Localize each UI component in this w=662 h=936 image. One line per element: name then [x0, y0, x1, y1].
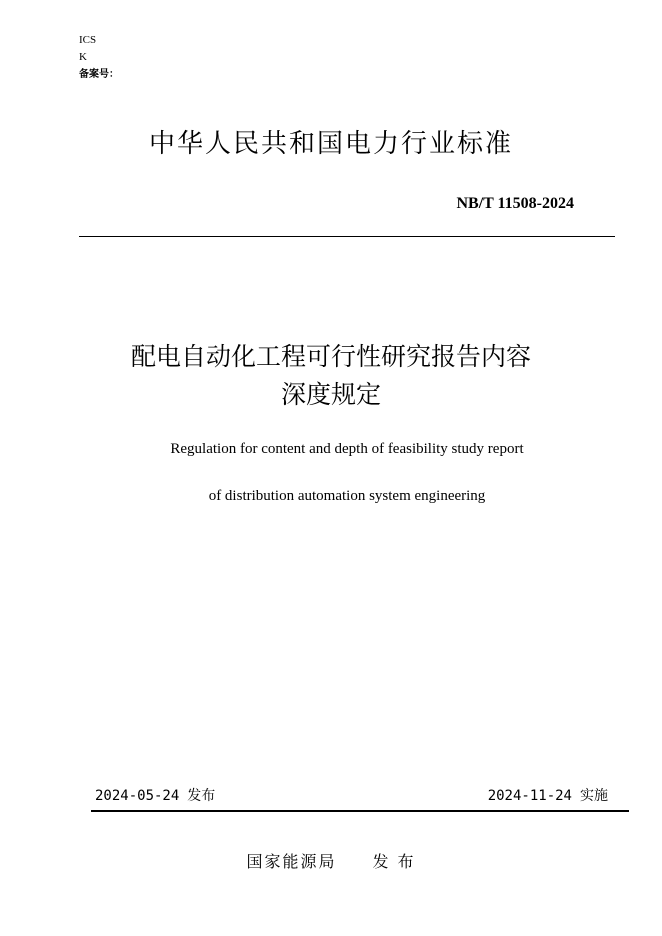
document-title-en-line2: of distribution automation system engineering	[208, 488, 486, 504]
document-title-en-line1: Regulation for content and depth of feasibility study report	[170, 441, 524, 457]
document-title-cn-line2: 深度规定	[280, 380, 381, 409]
header-divider	[79, 236, 615, 237]
ics-code-label: ICS	[79, 34, 97, 46]
publisher-name: 国家能源局	[246, 852, 337, 871]
standard-category-title: 中华人民共和国电力行业标准	[148, 129, 513, 159]
publisher-block	[0, 852, 662, 872]
issue-date-block	[95, 787, 215, 805]
issue-label: 发布	[187, 788, 216, 804]
publisher-action: 发 布	[372, 852, 416, 871]
issue-date: 2024-05-24	[95, 788, 180, 804]
implementation-date-block	[488, 787, 608, 805]
document-title-cn-line1: 配电自动化工程可行性研究报告内容	[130, 342, 531, 371]
implementation-label: 实施	[580, 788, 608, 804]
record-number-label: 备案号：	[79, 69, 119, 80]
footer-divider	[91, 810, 629, 812]
classification-code-label: K	[79, 51, 87, 63]
standard-number: NB/T 11508-2024	[456, 195, 574, 212]
implementation-date: 2024-11-24	[487, 788, 572, 804]
